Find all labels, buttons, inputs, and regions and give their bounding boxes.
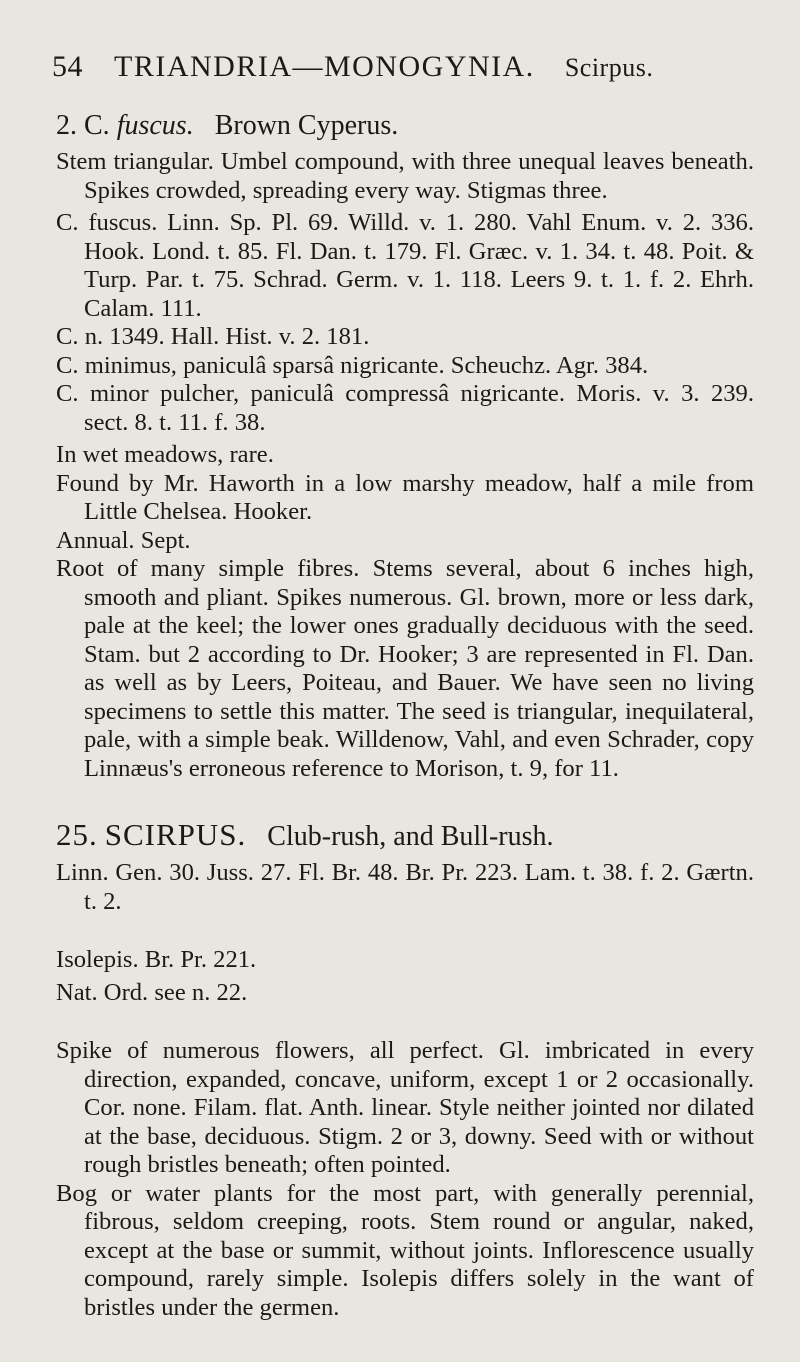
species-number: 2. C. [56, 110, 110, 141]
synonym-entry: C. n. 1349. Hall. Hist. v. 2. 181. [56, 323, 370, 350]
section-title: TRIANDRIA—MONOGYNIA. [114, 50, 535, 83]
species-heading [56, 110, 754, 142]
found-locality: Found by Mr. Haworth in a low marshy meadow, half a mile from Little Chelsea. Hooker. [56, 469, 754, 525]
synonym-entry: C. fuscus. Linn. Sp. Pl. 69. Willd. v. 1. 280. Vahl Enum. v. 2. 336. Hook. Lond. t. 85. Fl. Dan. t. 179. Fl. Græc. v. 1. 34. t. 48. Poit. & Turp. Par. t. 75. Schrad. Germ. v. 1. 118. Leers 9. t. 1. f. 2. Ehrh. Calam. 111. [56, 209, 754, 322]
genus-references: Linn. Gen. 30. Juss. 27. Fl. Br. 48. Br. Pr. 223. Lam. t. 38. f. 2. Gærtn. t. 2. [56, 859, 754, 915]
page-content [56, 110, 754, 1322]
natural-order: Nat. Ord. see n. 22. [56, 978, 248, 1006]
synonym-entry: C. minor pulcher, paniculâ compressâ nigricante. Moris. v. 3. 239. sect. 8. t. 11. f. 38. [56, 380, 754, 436]
species-name: fuscus. [116, 110, 194, 141]
genus-heading [56, 819, 754, 853]
genus-remarks: Bog or water plants for the most part, with generally perennial, fibrous, seldom creeping, roots. Stem round or angular, naked, except at the base or summit, without joints. Inflorescence usually compound, rarely simple. Isolepis differs solely in the want of bristles under the germen. [56, 1179, 754, 1321]
isolepis-reference: Isolepis. Br. Pr. 221. [56, 946, 257, 973]
species-description: Stem triangular. Umbel compound, with three unequal leaves beneath. Spikes crowded, spreading every way. Stigmas three. [56, 148, 754, 204]
genus-common-name: Club-rush, and Bull-rush. [267, 821, 554, 852]
genus-number: 25. [56, 817, 98, 852]
habitat: In wet meadows, rare. [56, 441, 274, 468]
species-common-name: Brown Cyperus. [214, 110, 399, 141]
synonym-list [56, 209, 754, 437]
page-number: 54 [52, 50, 83, 83]
running-head [52, 50, 760, 84]
running-genus: Scirpus. [564, 53, 654, 82]
synonym-entry: C. minimus, paniculâ sparsâ nigricante. Scheuchz. Agr. 384. [56, 351, 649, 379]
genus-character: Spike of numerous flowers, all perfect. Gl. imbricated in every direction, expanded, concave, uniform, except 1 or 2 occasionally. Cor. none. Filam. flat. Anth. linear. Style neither jointed nor dilated at the base, deciduous. Stigm. 2 or 3, downy. Seed with or without rough bristles beneath; often pointed. [56, 1037, 754, 1178]
duration: Annual. Sept. [56, 526, 191, 554]
genus-name: SCIRPUS. [104, 817, 247, 852]
species-notes: Root of many simple fibres. Stems several, about 6 inches high, smooth and pliant. Spikes numerous. Gl. brown, more or less dark, pale at the keel; the lower ones gradually deciduous with the seed. Stam. but 2 according to Dr. Hooker; 3 are represented in Fl. Dan. as well as by Leers, Poiteau, and Bauer. We have seen no living specimens to settle this matter. The seed is triangular, inequilateral, pale, with a simple beak. Willdenow, Vahl, and even Schrader, copy Linnæus's erroneous reference to Morison, t. 9, for 11. [56, 555, 754, 782]
